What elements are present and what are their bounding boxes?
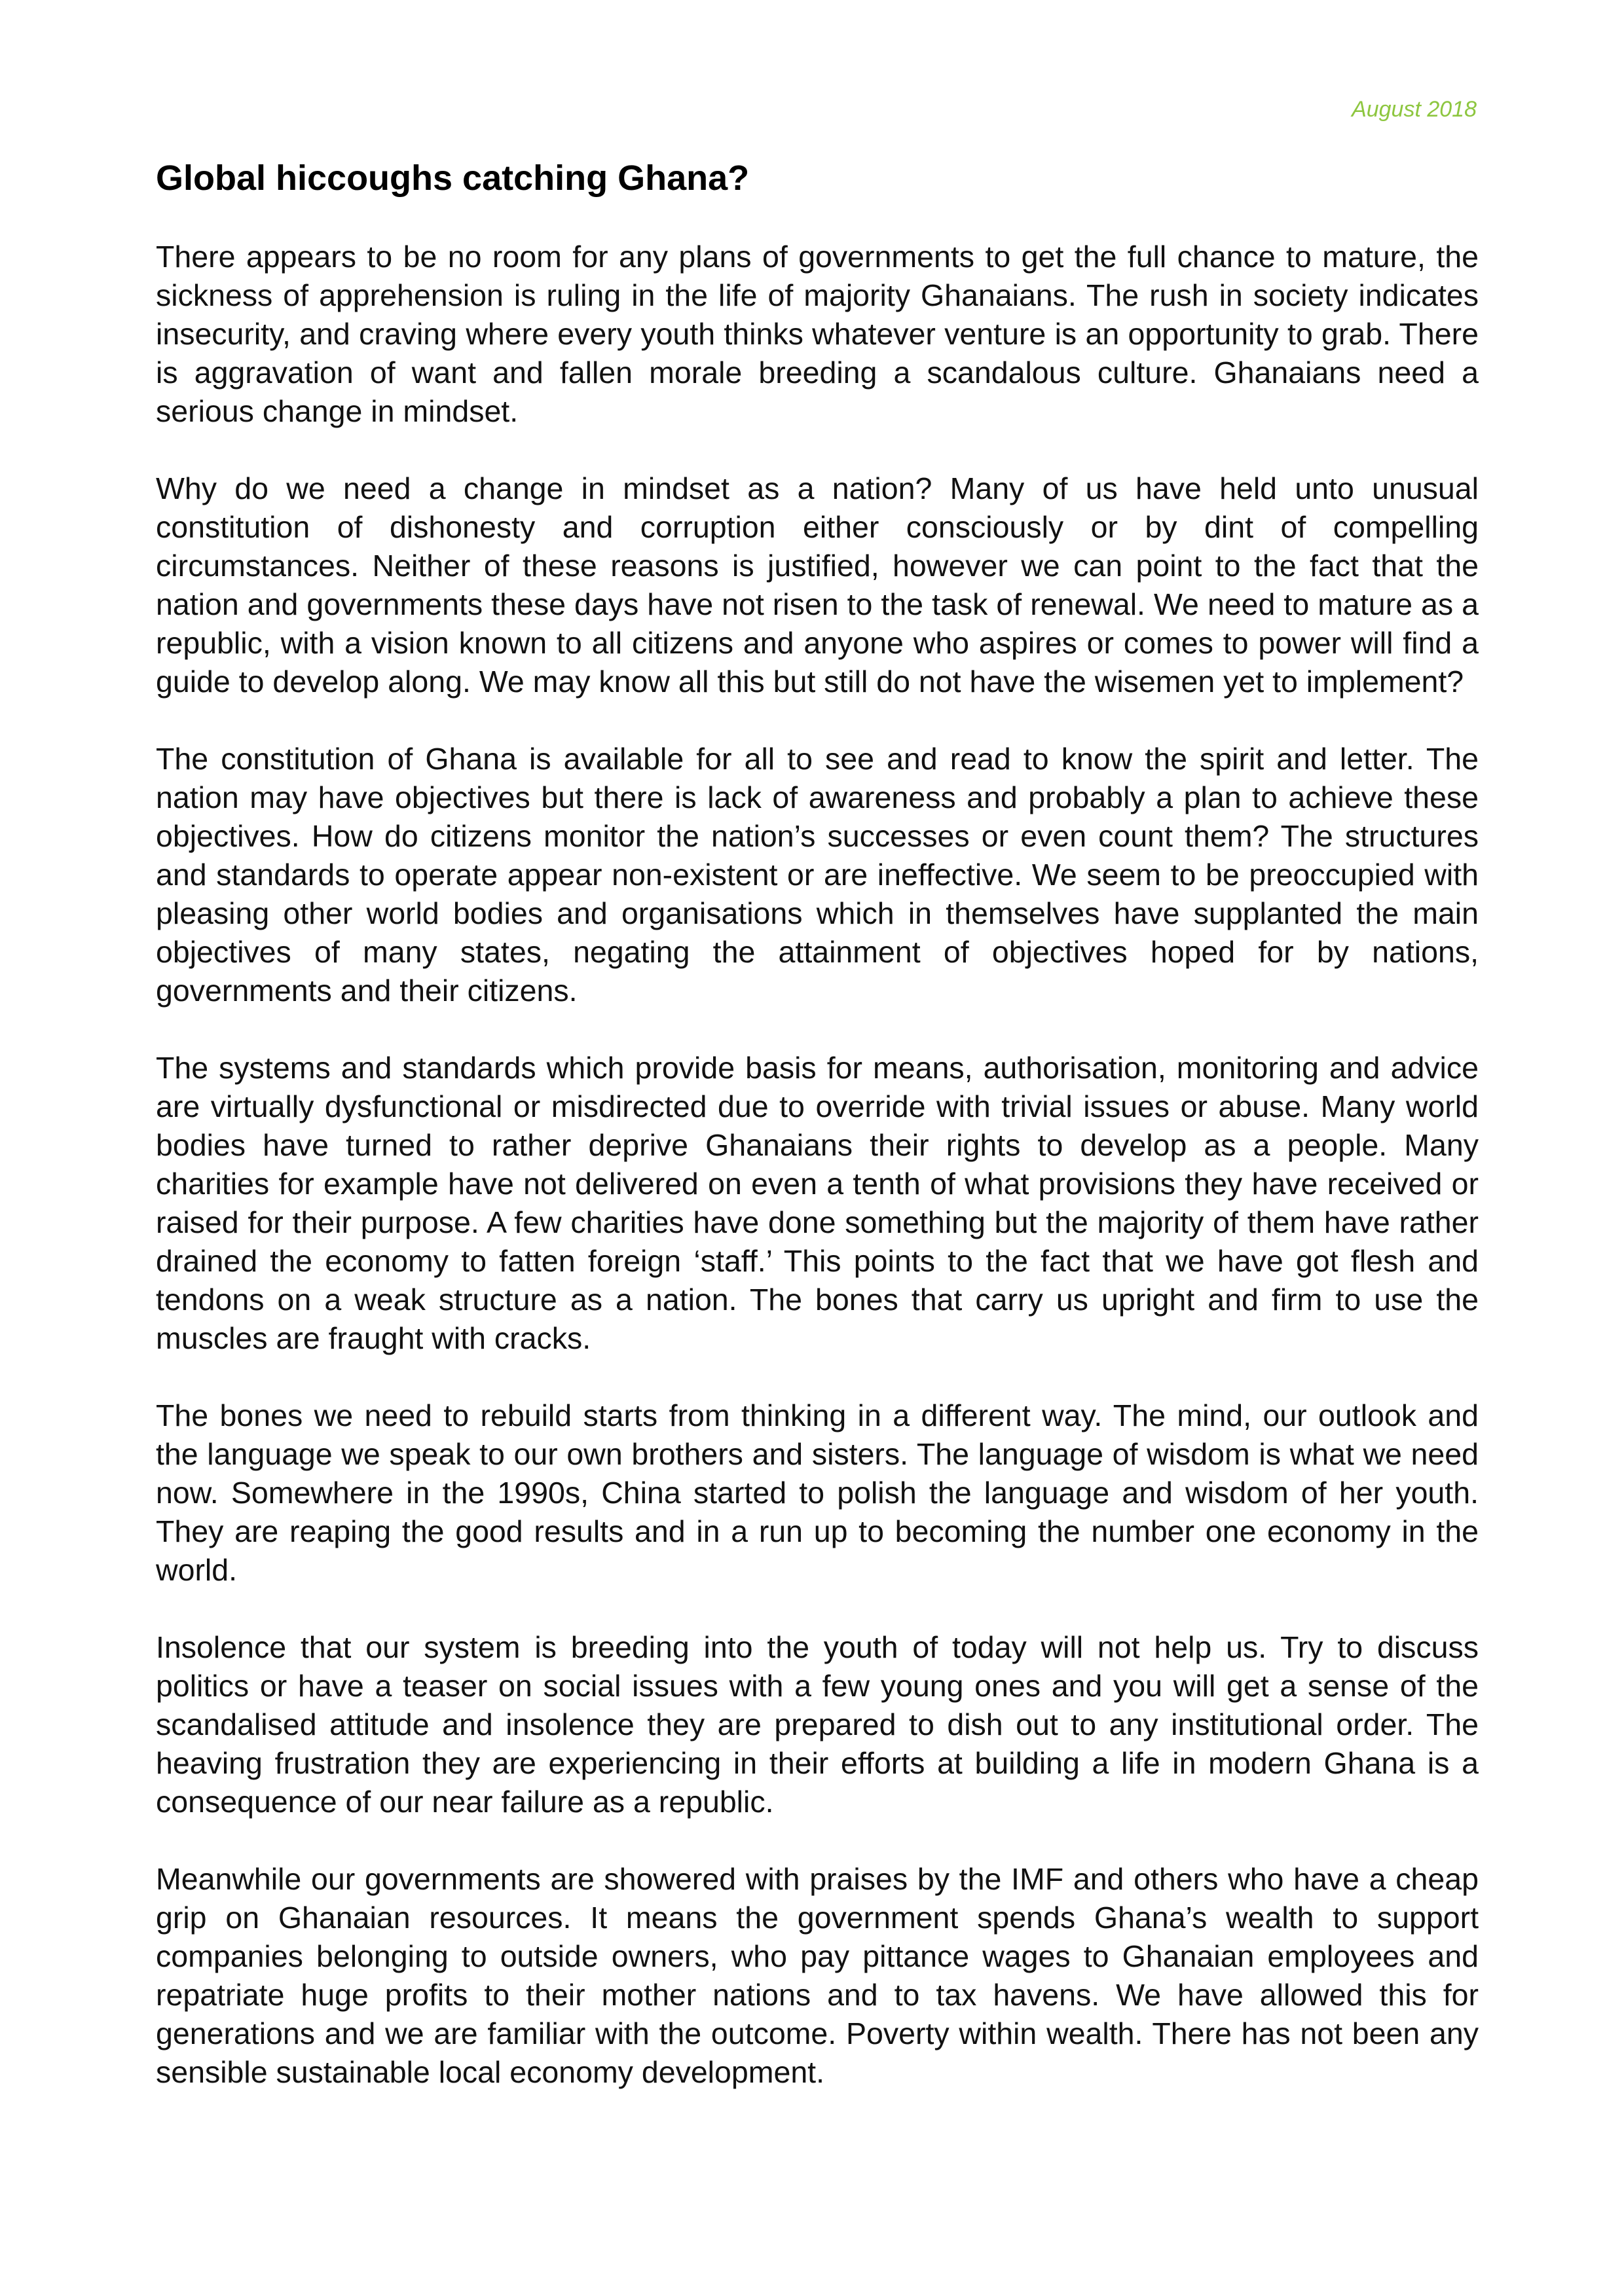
document-body (156, 157, 1479, 2130)
paragraph-1: There appears to be no room for any plans of governments to get the full chance to mature, the sickness of apprehension is ruling in the life of majority Ghanaians. The rush in society indicates insecurity, and craving where every youth thinks whatever venture is an opportunity to grab. There is aggravation of want and fallen morale breeding a scandalous culture. Ghanaians need a serious change in mindset. (156, 239, 1479, 428)
paragraph-3: The constitution of Ghana is available for all to see and read to know the spirit and letter. The nation may have objectives but there is lack of awareness and probably a plan to achieve these objectives. How do citizens monitor the nation’s successes or even count them? The structures and standards to operate appear non-existent or are ineffective. We seem to be preoccupied with pleasing other world bodies and organisations which in themselves have supplanted the main objectives of many states, negating the attainment of objectives hoped for by nations, governments and their citizens. (156, 741, 1479, 1008)
paragraph-7: Meanwhile our governments are showered with praises by the IMF and others who have a cheap grip on Ghanaian resources. It means the government spends Ghana’s wealth to support companies belonging to outside owners, who pay pittance wages to Ghanaian employees and repatriate huge profits to their mother nations and to tax havens. We have allowed this for generations and we are familiar with the outcome. Poverty within wealth. There has not been any sensible sustainable local economy development. (156, 1861, 1479, 2089)
document-date: August 2018 (1352, 97, 1477, 122)
paragraph-6: Insolence that our system is breeding into the youth of today will not help us. Try to discuss politics or have a teaser on social issues with a few young ones and you will get a sense of the scandalised attitude and insolence they are prepared to dish out to any institutional order. The heaving frustration they are experiencing in their efforts at building a life in modern Ghana is a consequence of our near failure as a republic. (156, 1630, 1479, 1819)
paragraph-5: The bones we need to rebuild starts from thinking in a different way. The mind, our outlook and the language we speak to our own brothers and sisters. The language of wisdom is what we need now. Somewhere in the 1990s, China started to polish the language and wisdom of her youth. They are reaping the good results and in a run up to becoming the number one economy in the world. (156, 1398, 1479, 1587)
document-title: Global hiccoughs catching Ghana? (156, 158, 750, 198)
paragraph-4: The systems and standards which provide basis for means, authorisation, monitoring and advice are virtually dysfunctional or misdirected due to override with trivial issues or abuse. Many world bodies have turned to rather deprive Ghanaians their rights to develop as a people. Many charities for example have not delivered on even a tenth of what provisions they have received or raised for their purpose. A few charities have done something but the majority of them have rather drained the economy to fatten foreign ‘staff.’ This points to the fact that we have got flesh and tendons on a weak structure as a nation. The bones that carry us upright and firm to use the muscles are fraught with cracks. (156, 1050, 1479, 1355)
paragraph-2: Why do we need a change in mindset as a nation? Many of us have held unto unusual constitution of dishonesty and corruption either consciously or by dint of compelling circumstances. Neither of these reasons is justified, however we can point to the fact that the nation and governments these days have not risen to the task of renewal. We need to mature as a republic, with a vision known to all citizens and anyone who aspires or comes to power will find a guide to develop along. We may know all this but still do not have the wisemen yet to implement? (156, 471, 1479, 699)
